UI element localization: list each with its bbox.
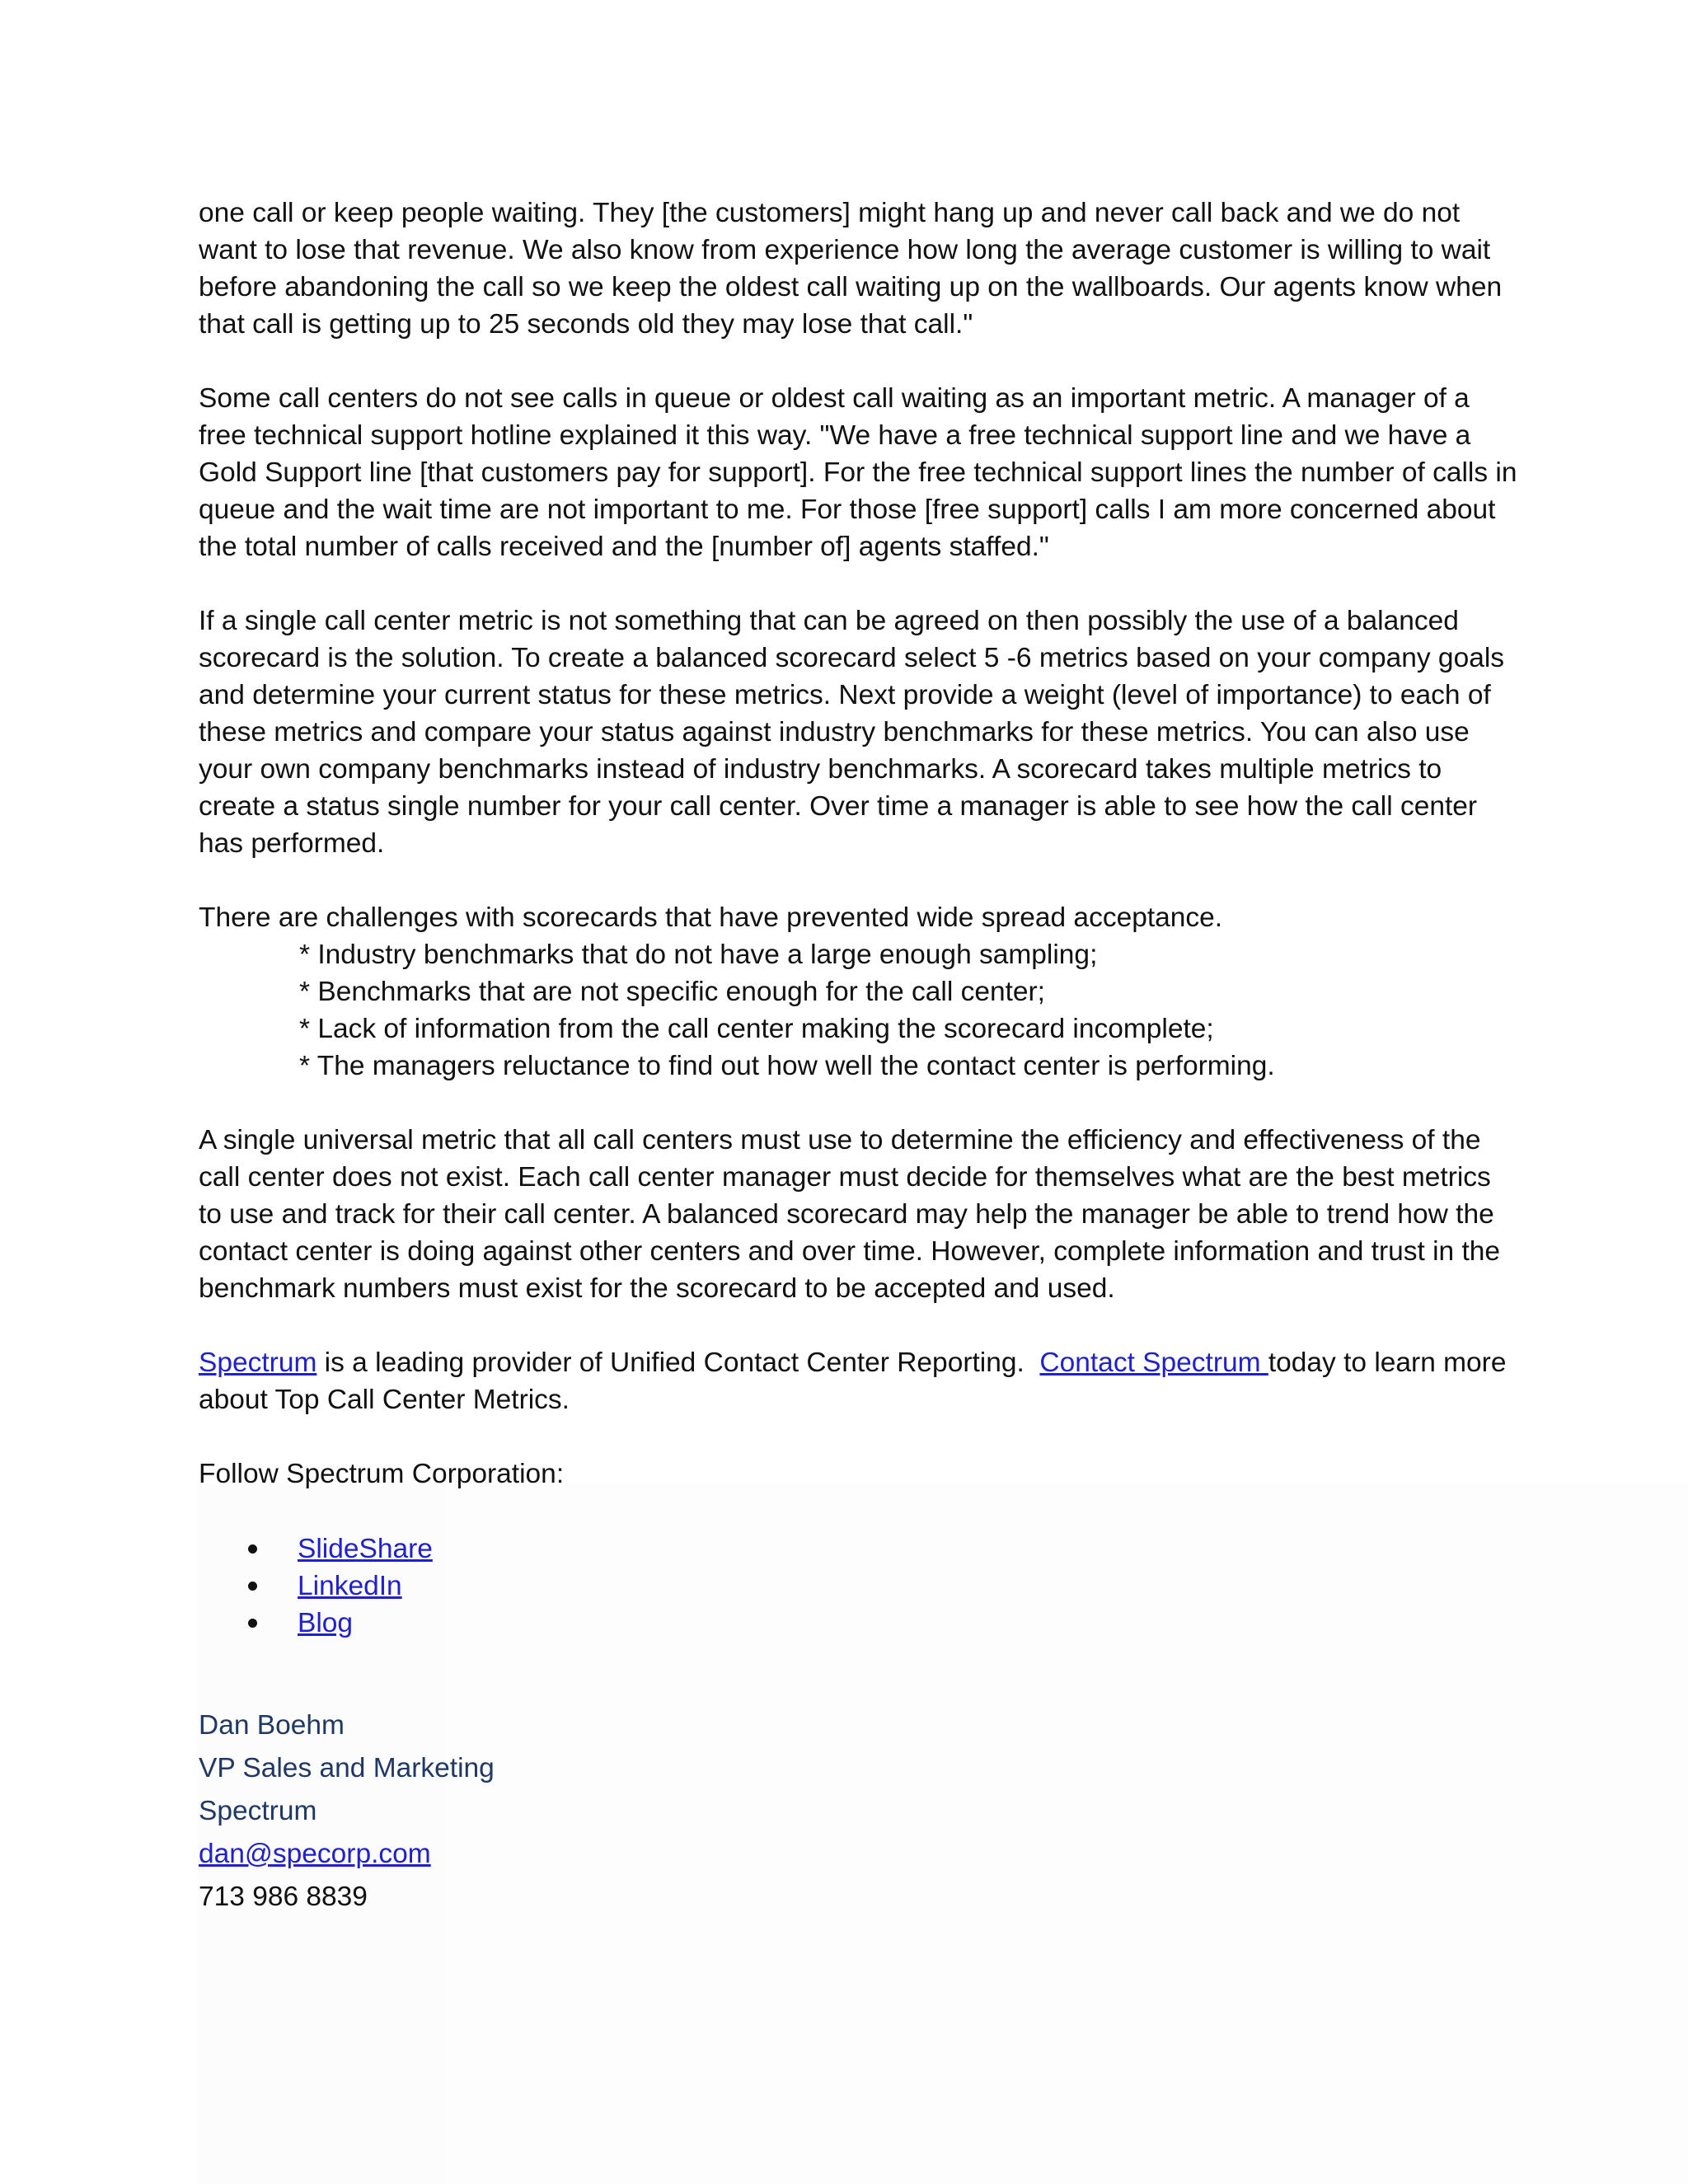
bullet-icon: [248, 1619, 257, 1628]
paragraph: There are challenges with scorecards that have prevented wide spread acceptance.: [199, 902, 1223, 933]
list-item: * Lack of information from the call center making the scorecard incomplete;: [299, 1014, 1214, 1044]
list-item: [199, 1568, 1517, 1605]
signature-name: Dan Boehm: [199, 1710, 345, 1741]
list-item: * The managers reluctance to find out how well the contact center is performing.: [299, 1051, 1275, 1081]
paragraph: Some call centers do not see calls in queue or oldest call waiting as an important metric. A manager of a free technical support hotline explained it this way. "We have a free technical support line and we have a Gold Support line [that customers pay for support]. For the free technical support lines the number of calls in queue and the wait time are not important to me. For those [free support] calls I am more concerned about the total number of calls received and the [number of] agents staffed.": [199, 383, 1517, 562]
follow-heading: Follow Spectrum Corporation:: [199, 1459, 565, 1489]
list-item: * Industry benchmarks that do not have a large enough sampling;: [299, 940, 1098, 970]
promo-paragraph: [199, 1344, 1517, 1418]
blog-link[interactable]: Blog: [298, 1608, 354, 1638]
signature-title: VP Sales and Marketing: [199, 1753, 495, 1783]
document-body: [199, 194, 1517, 1919]
signature-phone: 713 986 8839: [199, 1882, 368, 1912]
promo-text: today to learn more about Top Call Center Metrics.: [199, 1347, 1507, 1415]
challenges-list: [199, 936, 1517, 1085]
list-item: [199, 1605, 1517, 1642]
paragraph: A single universal metric that all call centers must use to determine the efficiency and effectiveness of the call center does not exist. Each call center manager must decide for themselves what are the best metrics to use and track for their call center. A balanced scorecard may help the manager be able to trend how the contact center is doing against other centers and over time. However, complete information and trust in the benchmark numbers must exist for the scorecard to be accepted and used.: [199, 1125, 1501, 1304]
contact-spectrum-link[interactable]: Contact Spectrum: [1039, 1347, 1268, 1378]
spectrum-link[interactable]: Spectrum: [199, 1347, 317, 1378]
signature-email-link[interactable]: dan@specorp.com: [199, 1839, 431, 1869]
list-item: [199, 1530, 1517, 1568]
signature-company: Spectrum: [199, 1796, 317, 1826]
list-item: * Benchmarks that are not specific enough for the call center;: [299, 977, 1045, 1007]
slideshare-link[interactable]: SlideShare: [298, 1534, 433, 1564]
follow-links-list: [199, 1530, 1517, 1642]
linkedin-link[interactable]: LinkedIn: [298, 1571, 402, 1601]
bullet-icon: [248, 1582, 257, 1591]
bullet-icon: [248, 1544, 257, 1554]
signature-block: [199, 1704, 1517, 1919]
promo-text: is a leading provider of Unified Contact Center Reporting.: [316, 1347, 1040, 1378]
paragraph: If a single call center metric is not something that can be agreed on then possibly the use of a balanced scorecard is the solution. To create a balanced scorecard select 5 -6 metrics based on your company goals and determine your current status for these metrics. Next provide a weight (level of importance) to each of these metrics and compare your status against industry benchmarks for these metrics. You can also use your own company benchmarks instead of industry benchmarks. A scorecard takes multiple metrics to create a status single number for your call center. Over time a manager is able to see how the call center has performed.: [199, 606, 1505, 859]
paragraph: one call or keep people waiting. They [the customers] might hang up and never call back and we do not want to lose that revenue. We also know from experience how long the average customer is willing to wait before abandoning the call so we keep the oldest call waiting up on the wallboards. Our agents know when that call is getting up to 25 seconds old they may lose that call.": [199, 198, 1503, 340]
